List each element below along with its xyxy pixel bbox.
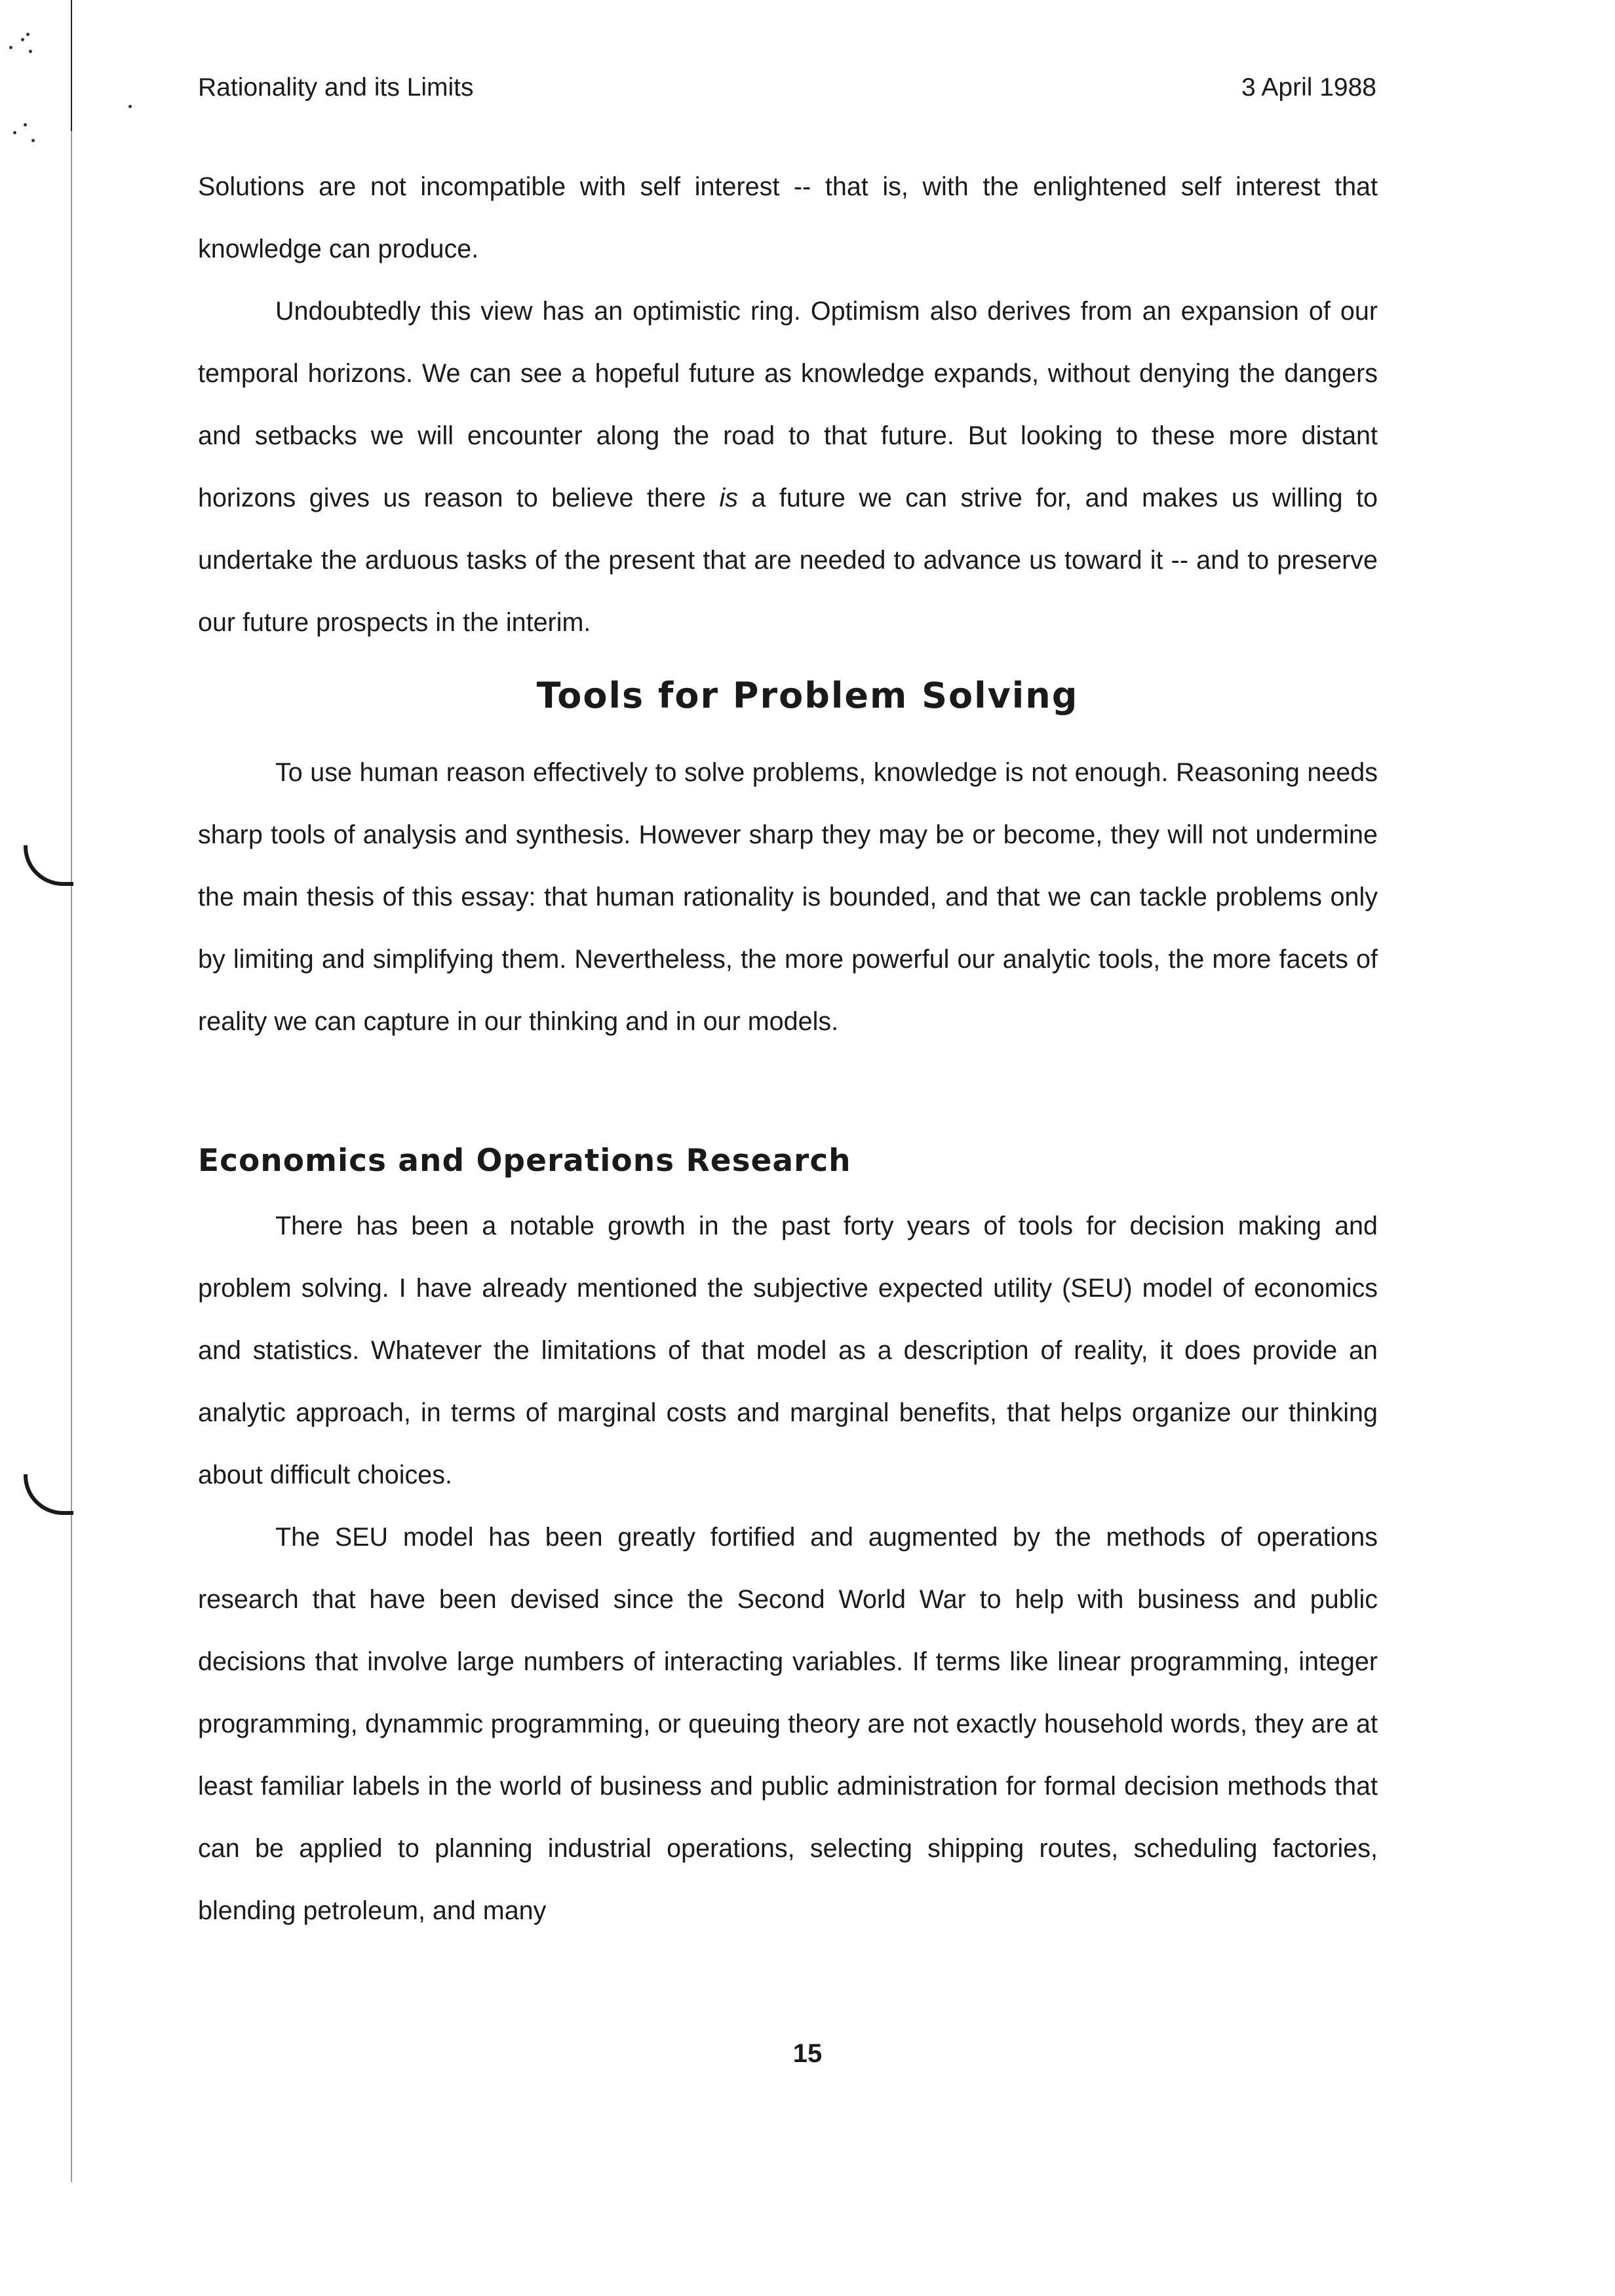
section-text <box>198 742 1378 1053</box>
header-date: 3 April 1988 <box>1241 73 1376 102</box>
opening-text <box>198 156 1378 654</box>
paragraph: To use human reason effectively to solve problems, knowledge is not enough. Reasoning needs sharp tools of analysis and synthesis. However sharp they may be or become, they will not undermine the main thesis of this essay: that human rationality is bounded, and that we can tackle problems only by limiting and simplifying them. Nevertheless, the more powerful our analytic tools, the more facets of reality we can capture in our thinking and in our models. <box>198 758 1378 1036</box>
scan-speck <box>9 46 12 49</box>
page-number: 15 <box>792 2039 823 2068</box>
scan-speck <box>21 38 24 41</box>
punch-hole-mark <box>24 845 73 886</box>
scan-speck <box>26 33 29 36</box>
paragraph-text: a future we can strive for, and makes us willing to undertake the arduous tasks of the present that are needed to advance us toward it -- and to preserve our future prospects in the interim. <box>198 484 1378 637</box>
scan-speck <box>24 123 27 126</box>
scan-speck <box>13 131 16 134</box>
binding-edge-line <box>71 0 72 2182</box>
subsection-heading: Economics and Operations Research <box>198 1143 851 1179</box>
punch-hole-mark <box>24 1474 73 1515</box>
running-header <box>198 73 1376 113</box>
paragraph: Solutions are not incompatible with self interest -- that is, with the enlightened self interest that knowledge can produce. <box>198 172 1378 263</box>
paragraph: There has been a notable growth in the past forty years of tools for decision making and problem solving. I have already mentioned the subjective expected utility (SEU) model of economics and statistics. Whatever the limitations of that model as a description of reality, it does provide an analytic approach, in terms of marginal costs and marginal benefits, that helps organize our thinking about difficult choices. <box>198 1212 1378 1489</box>
header-title: Rationality and its Limits <box>198 73 474 102</box>
section-heading: Tools for Problem Solving <box>536 675 1079 716</box>
paragraph-text: Undoubtedly this view has an optimistic ring. Optimism also derives from an expansion of our temporal horizons. We can see a hopeful future as knowledge expands, without denying the dangers and setbacks we will encounter along the road to that future. But looking to these more distant horizons gives us reason to believe there <box>198 297 1378 512</box>
italic-emphasis: is <box>719 484 738 512</box>
scan-speck <box>128 105 132 108</box>
scan-speck <box>29 50 32 53</box>
subsection-text <box>198 1195 1378 1942</box>
paragraph: The SEU model has been greatly fortified and augmented by the methods of operations research that have been devised since the Second World War to help with business and public decisions that involve large numbers of interacting variables. If terms like linear programming, integer programming, dynammic programming, or queuing theory are not exactly household words, they are at least familiar labels in the world of business and public administration for formal decision methods that can be applied to planning industrial operations, selecting shipping routes, scheduling factories, blending petroleum, and many <box>198 1523 1378 1925</box>
scan-speck <box>31 139 35 142</box>
paragraph <box>198 280 1378 654</box>
